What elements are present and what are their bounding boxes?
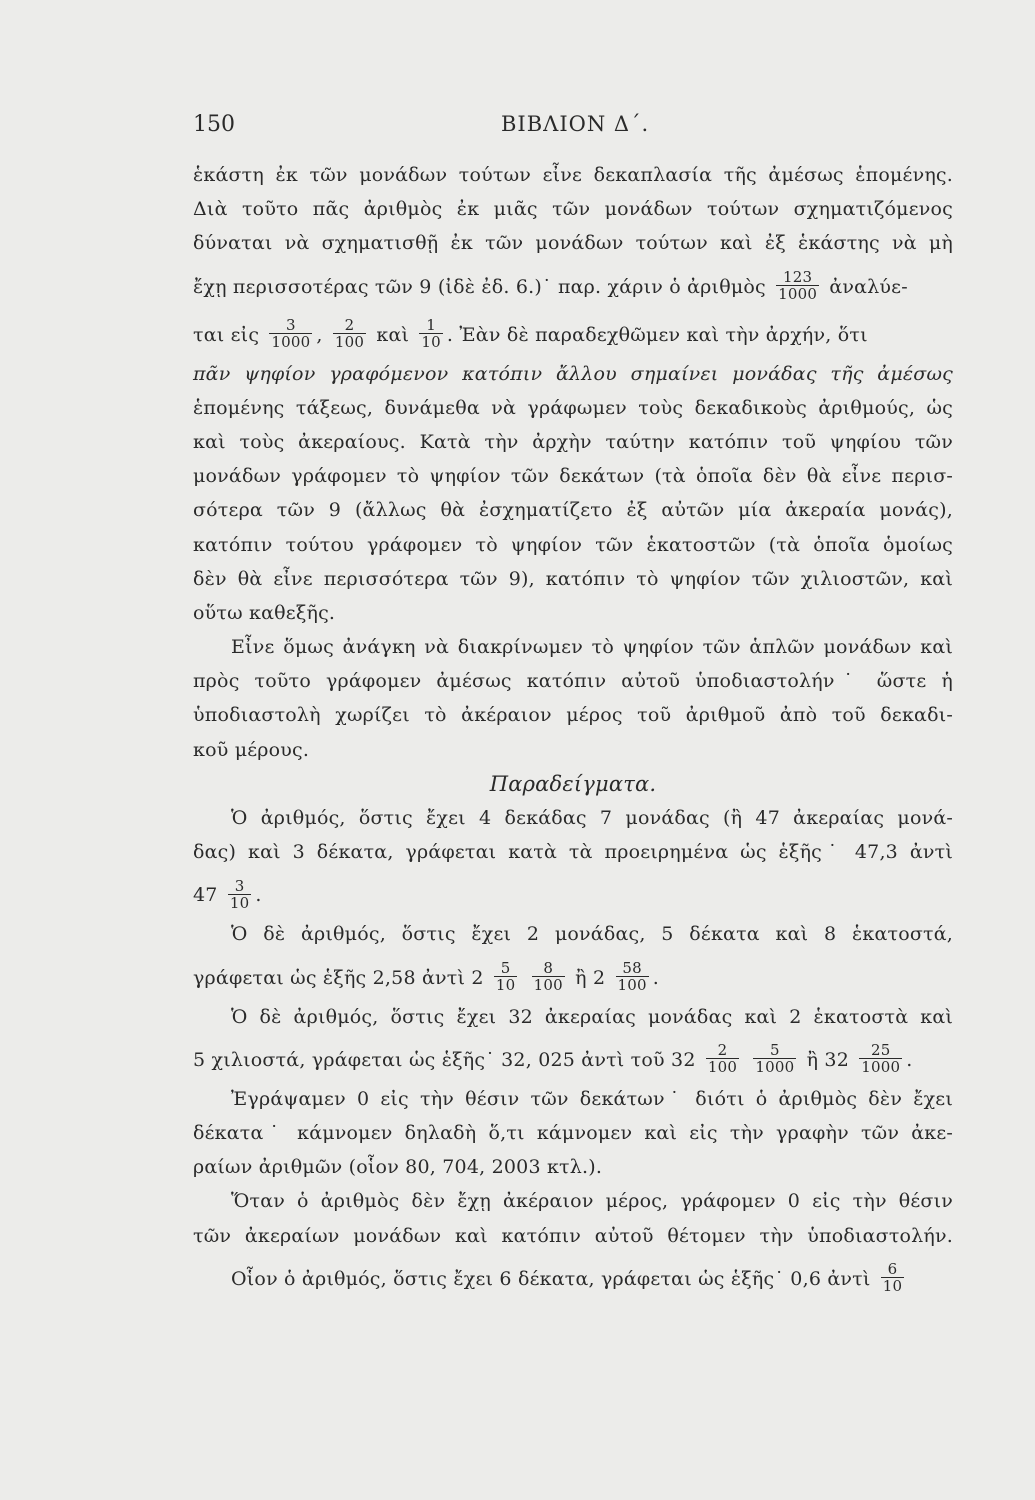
fraction-denominator: 10 [421, 333, 441, 352]
fraction-numerator: 8 [532, 960, 565, 977]
fraction-denominator: 1000 [778, 285, 818, 304]
text-line: Ὁ δὲ ἀριθμός, ὅστις ἔχει 32 ἀκεραίας μονάδας καὶ 2 ἑκατοστὰ καὶ [231, 1005, 953, 1028]
fraction-numerator: 1 [419, 317, 443, 334]
text-span: 47 [193, 884, 218, 907]
page-number: 150 [193, 112, 235, 137]
fraction-numerator: 25 [859, 1042, 902, 1059]
text-line [193, 1253, 953, 1301]
text-span: ἔχῃ περισσοτέρας τῶν 9 (ἰδὲ ἐδ. 6.)˙ παρ. χάριν ὁ ἀριθμὸς [193, 275, 766, 298]
fraction-denominator: 100 [617, 976, 647, 995]
fraction-denominator: 10 [495, 976, 516, 995]
fraction-numerator: 5 [494, 960, 518, 977]
fraction-denominator: 100 [707, 1058, 738, 1077]
text-line [193, 952, 953, 1000]
fraction-numerator: 58 [616, 960, 649, 977]
text-span: 5 χιλιοστά, γράφεται ὡς ἑξῆς˙ 32, 025 ἀντὶ τοῦ 32 [193, 1048, 696, 1071]
fraction-denominator: 1000 [755, 1058, 795, 1077]
text-line: Ὁ δὲ ἀριθμός, ὅστις ἔχει 2 μονάδας, 5 δέκατα καὶ 8 ἑκατοστά, [231, 923, 953, 946]
text-line: Εἶνε ὅμως ἀνάγκη νὰ διακρίνωμεν τὸ ψηφίον τῶν ἁπλῶν μονάδων καὶ [231, 636, 953, 659]
text-span: ἢ 32 [806, 1048, 849, 1071]
fraction [881, 1261, 905, 1294]
text-line: δὲν θὰ εἶνε περισσότερα τῶν 9), κατόπιν τὸ ψηφίον τῶν χιλιοστῶν, καὶ [193, 567, 953, 590]
text-line [193, 1034, 953, 1082]
fraction [269, 317, 312, 350]
fraction-denominator: 1000 [271, 333, 311, 352]
page-body [193, 158, 953, 1301]
text-line: ὑποδιαστολὴ χωρίζει τὸ ἀκέραιον μέρος τοῦ ἀριθμοῦ ἀπὸ τοῦ δεκαδι- [193, 704, 953, 727]
text-line: μονάδων γράφομεν τὸ ψηφίον τῶν δεκάτων (τὰ ὁποῖα δὲν θὰ εἶνε περισ- [193, 465, 953, 488]
text-line: Ὁ ἀριθμός, ὅστις ἔχει 4 δεκάδας 7 μονάδας (ἢ 47 ἀκεραίας μονά- [231, 807, 953, 829]
text-line: δύναται νὰ σχηματισθῇ ἐκ τῶν μονάδων τούτων καὶ ἐξ ἑκάστης νὰ μὴ [193, 232, 953, 255]
text-span: . [652, 966, 659, 989]
text-span: ἀναλύε- [829, 275, 908, 298]
text-span: . Ἐὰν δὲ παραδεχθῶμεν καὶ τὴν ἀρχήν, ὅτι [446, 323, 868, 346]
fraction-numerator: 2 [333, 317, 366, 334]
fraction [532, 960, 565, 993]
text-span: Οἷον ὁ ἀριθμός, ὅστις ἔχει 6 δέκατα, γράφεται ὡς ἑξῆς˙ 0,6 ἀντὶ [231, 1267, 871, 1290]
text-line: δέκατα˙ κάμνομεν δηλαδὴ ὅ,τι κάμνομεν καὶ εἰς τὴν γραφὴν τῶν ἀκε- [193, 1121, 953, 1144]
text-line: πᾶν ψηφίον γραφόμενον κατόπιν ἄλλου σημαίνει μονάδας τῆς ἀμέσως [193, 362, 953, 385]
text-line: ραίων ἀριθμῶν (οἷον 80, 704, 2003 κτλ.). [193, 1156, 603, 1179]
fraction-numerator: 2 [706, 1042, 739, 1059]
fraction-denominator: 100 [533, 976, 563, 995]
fraction [419, 317, 443, 350]
text-line: ἑκάστη ἐκ τῶν μονάδων τούτων εἶνε δεκαπλασία τῆς ἀμέσως ἑπομένης. [193, 164, 953, 186]
text-span: καὶ [376, 323, 410, 346]
fraction [228, 878, 252, 911]
fraction-numerator: 5 [753, 1042, 796, 1059]
page-header [193, 112, 953, 152]
fraction-numerator: 6 [881, 1261, 905, 1278]
text-line: Ἐγράψαμεν 0 εἰς τὴν θέσιν τῶν δεκάτων˙ διότι ὁ ἀριθμὸς δὲν ἔχει [231, 1087, 953, 1110]
running-title: ΒΙΒΛΙΟΝ Δ΄. [501, 112, 650, 136]
fraction-denominator: 10 [882, 1277, 903, 1296]
text-span: γράφεται ὡς ἑξῆς 2,58 ἀντὶ 2 [193, 966, 484, 989]
fraction [616, 960, 649, 993]
text-span: . [906, 1048, 913, 1071]
text-span: ται εἰς [193, 323, 260, 346]
fraction-numerator: 3 [269, 317, 312, 334]
fraction [494, 960, 518, 993]
fraction [333, 317, 366, 350]
text-line: οὕτω καθεξῆς. [193, 601, 336, 624]
text-line: καὶ τοὺς ἀκεραίους. Κατὰ τὴν ἀρχὴν ταύτην κατόπιν τοῦ ψηφίου τῶν [193, 430, 953, 453]
fraction-denominator: 100 [334, 333, 365, 352]
text-line: σότερα τῶν 9 (ἄλλως θὰ ἐσχηματίζετο ἐξ αὐτῶν μία ἀκεραία μονάς), [193, 499, 953, 522]
text-line [193, 261, 953, 309]
fraction [859, 1042, 902, 1075]
text-line: δας) καὶ 3 δέκατα, γράφεται κατὰ τὰ προειρημένα ὡς ἑξῆς˙ 47,3 ἀντὶ [193, 841, 953, 864]
text-line [193, 309, 953, 357]
text-line: ἑπομένης τάξεως, δυνάμεθα νὰ γράφωμεν τοὺς δεκαδικοὺς ἀριθμούς, ὡς [193, 396, 953, 419]
text-line [193, 869, 953, 917]
text-line: Διὰ τοῦτο πᾶς ἀριθμὸς ἐκ μιᾶς τῶν μονάδων τούτων σχηματιζόμενος [193, 198, 953, 221]
section-heading: Παραδείγματα. [489, 771, 657, 796]
text-span: , [316, 323, 323, 346]
fraction [776, 269, 819, 302]
text-line: τῶν ἀκεραίων μονάδων καὶ κατόπιν αὐτοῦ θέτομεν τὴν ὑποδιαστολήν. [193, 1224, 953, 1247]
fraction-denominator: 10 [229, 893, 250, 912]
text-line: Ὅταν ὁ ἀριθμὸς δὲν ἔχῃ ἀκέραιον μέρος, γράφομεν 0 εἰς τὴν θέσιν [231, 1190, 953, 1213]
text-line: κατόπιν τούτου γράφομεν τὸ ψηφίον τῶν ἑκατοστῶν (τὰ ὁποῖα ὁμοίως [193, 533, 953, 556]
fraction-numerator: 3 [228, 878, 252, 895]
text-line: κοῦ μέρους. [193, 738, 310, 761]
fraction-denominator: 1000 [861, 1058, 901, 1077]
fraction [706, 1042, 739, 1075]
text-line: πρὸς τοῦτο γράφομεν ἀμέσως κατόπιν αὐτοῦ ὑποδιαστολήν˙ ὥστε ἡ [193, 670, 953, 693]
text-span: . [255, 884, 262, 907]
fraction [753, 1042, 796, 1075]
fraction-numerator: 123 [776, 269, 819, 286]
text-span: ἢ 2 [575, 966, 606, 989]
